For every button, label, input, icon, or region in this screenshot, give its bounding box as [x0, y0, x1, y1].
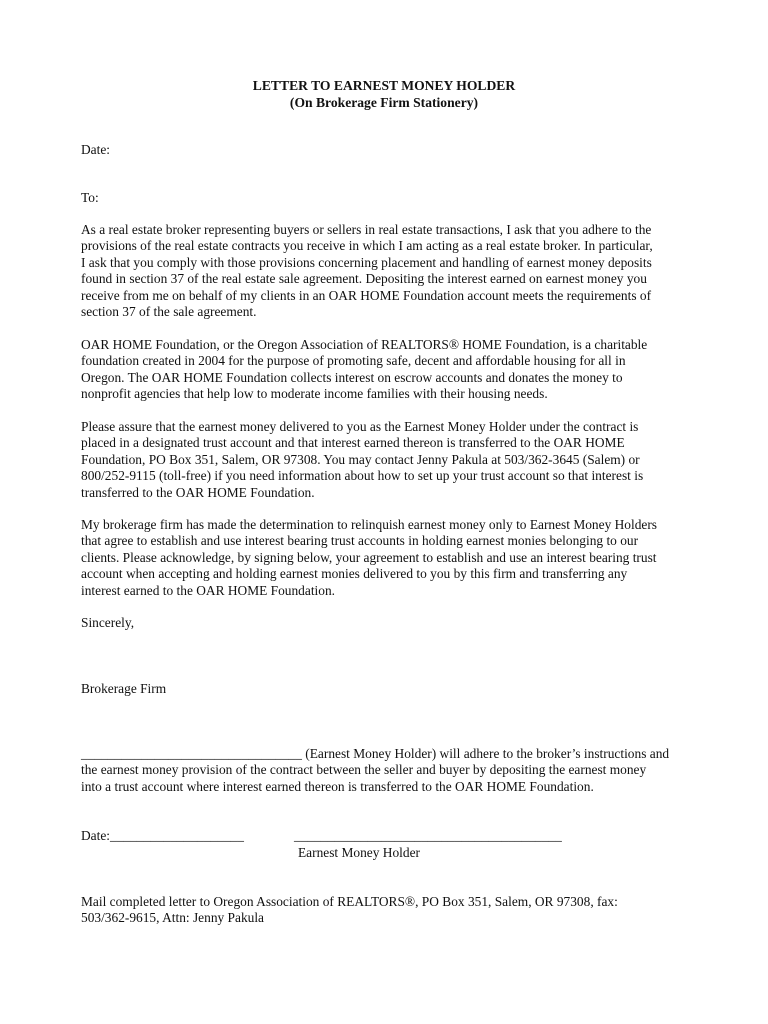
paragraph-line: 800/252-9115 (toll-free) if you need information about how to set up your trust account so that interest is: [81, 468, 644, 483]
date-signature-line: Date:____________________: [81, 828, 244, 843]
agreement-line: the earnest money provision of the contract between the seller and buyer by depositing the earnest money: [81, 762, 647, 777]
paragraph-line: Foundation, PO Box 351, Salem, OR 97308. You may contact Jenny Pakula at 503/362-3645 (Salem) or: [81, 452, 640, 467]
brokerage-firm-label: Brokerage Firm: [81, 681, 167, 696]
paragraph-line: My brokerage firm has made the determination to relinquish earnest money only to Earnest Money Holders: [81, 517, 658, 532]
agreement-line: _________________________________ (Earnest Money Holder) will adhere to the broker’s instructions and: [81, 746, 670, 761]
paragraph-line: found in section 37 of the real estate sale agreement. Depositing the interest earned on earnest money you: [81, 271, 647, 286]
holder-signature-label: Earnest Money Holder: [298, 845, 420, 860]
paragraph-line: section 37 of the sale agreement.: [81, 304, 257, 319]
mail-line: Mail completed letter to Oregon Association of REALTORS®, PO Box 351, Salem, OR 97308, fax:: [81, 894, 618, 909]
paragraph-line: placed in a designated trust account and that interest earned thereon is transferred to the OAR HOME: [81, 435, 625, 450]
mail-line: 503/362-9615, Attn: Jenny Pakula: [81, 910, 264, 925]
paragraph-line: clients. Please acknowledge, by signing below, your agreement to establish and use an interest bearing trust: [81, 550, 657, 565]
paragraph-line: account when accepting and holding earnest monies delivered to you by this firm and transferring any: [81, 566, 628, 581]
letter-title: LETTER TO EARNEST MONEY HOLDER: [252, 78, 516, 93]
paragraph-line: OAR HOME Foundation, or the Oregon Association of REALTORS® HOME Foundation, is a charitable: [81, 337, 648, 352]
holder-signature-line: ________________________________________: [294, 828, 562, 843]
paragraph-line: foundation created in 2004 for the purpose of promoting safe, decent and affordable housing for all in: [81, 353, 626, 368]
paragraph-line: that agree to establish and use interest bearing trust accounts in holding earnest monies belonging to our: [81, 533, 639, 548]
paragraph-line: As a real estate broker representing buyers or sellers in real estate transactions, I ask that you adhere to the: [81, 222, 652, 237]
agreement-line: into a trust account where interest earned thereon is transferred to the OAR HOME Foundation.: [81, 779, 594, 794]
closing-sincerely: Sincerely,: [81, 615, 135, 630]
paragraph-line: receive from me on behalf of my clients in an OAR HOME Foundation account meets the requirements of: [81, 288, 652, 303]
date-field-label: Date:: [81, 142, 110, 157]
letter-subtitle: (On Brokerage Firm Stationery): [289, 95, 479, 110]
to-field-label: To:: [81, 190, 99, 205]
paragraph-line: I ask that you comply with those provisions concerning placement and handling of earnest money deposits: [81, 255, 652, 270]
paragraph-line: nonprofit agencies that help low to moderate income families with their housing needs.: [81, 386, 548, 401]
paragraph-line: interest earned to the OAR HOME Foundation.: [81, 583, 336, 598]
paragraph-line: Oregon. The OAR HOME Foundation collects interest on escrow accounts and donates the money to: [81, 370, 623, 385]
paragraph-line: transferred to the OAR HOME Foundation.: [81, 485, 315, 500]
paragraph-line: provisions of the real estate contracts you receive in which I am acting as a real estate broker. In particular,: [81, 238, 653, 253]
paragraph-line: Please assure that the earnest money delivered to you as the Earnest Money Holder under the contract is: [81, 419, 639, 434]
